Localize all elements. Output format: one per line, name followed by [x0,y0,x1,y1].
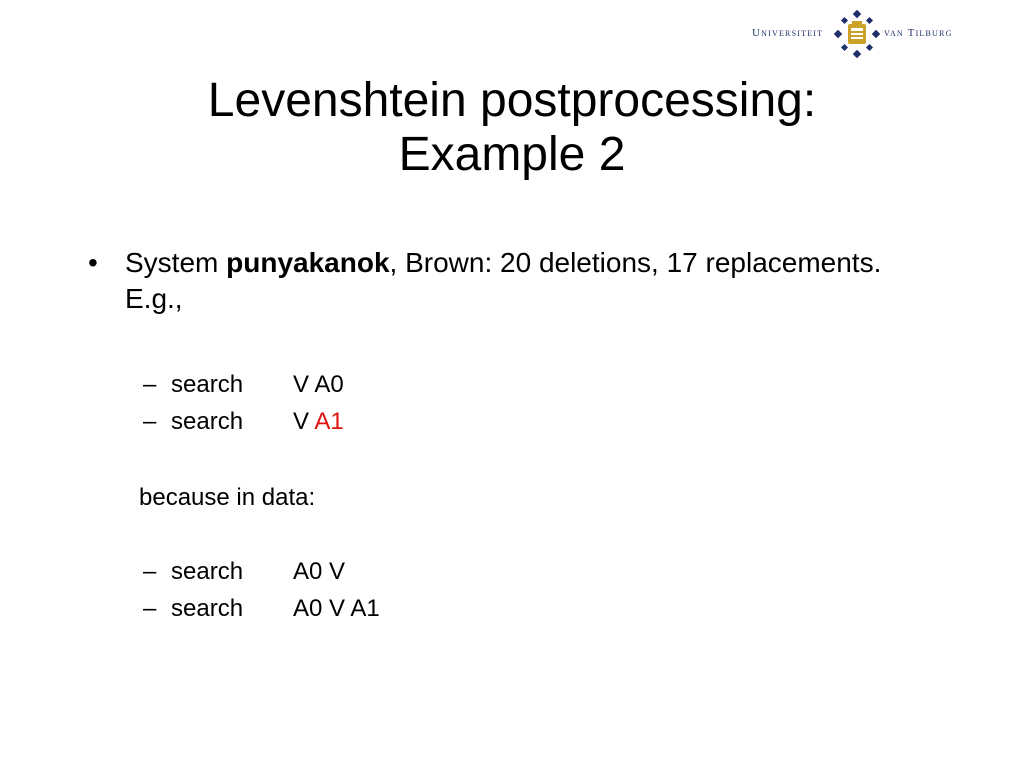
logo-text-right: van Tilburg [884,27,953,39]
dash-marker: – [143,558,157,585]
example-tags: A0 V [293,558,346,585]
highlighted-tag: A1 [314,408,344,435]
system-name: punyakanok [226,247,390,278]
main-bullet [88,245,888,317]
example-word: search [171,408,244,435]
university-logo [752,10,962,58]
tags-text: V A0 [293,371,344,398]
dash-marker: – [143,408,157,435]
bullet-prefix: System [125,247,227,278]
example-tags: A0 V A1 [293,595,380,622]
bullet-text [125,245,888,317]
tags-text: V [293,408,315,435]
bullet-suffix: , Brown: 20 deletions, 17 replacements. E.g., [125,247,882,314]
example-word: search [171,558,244,585]
title-line-2: Example 2 [398,128,626,181]
bullet-marker: • [88,247,98,278]
example-tags [293,407,344,437]
slide-title [100,74,924,182]
example-word: search [171,595,244,622]
dash-marker: – [143,595,157,622]
title-line-1: Levenshtein postprocessing: [207,74,817,127]
dash-marker: – [143,371,157,398]
because-text: because in data: [139,484,316,511]
logo-text-left: Universiteit [752,27,824,39]
example-word: search [171,371,244,398]
tilburg-emblem-icon [834,10,880,58]
example-tags [293,370,344,400]
